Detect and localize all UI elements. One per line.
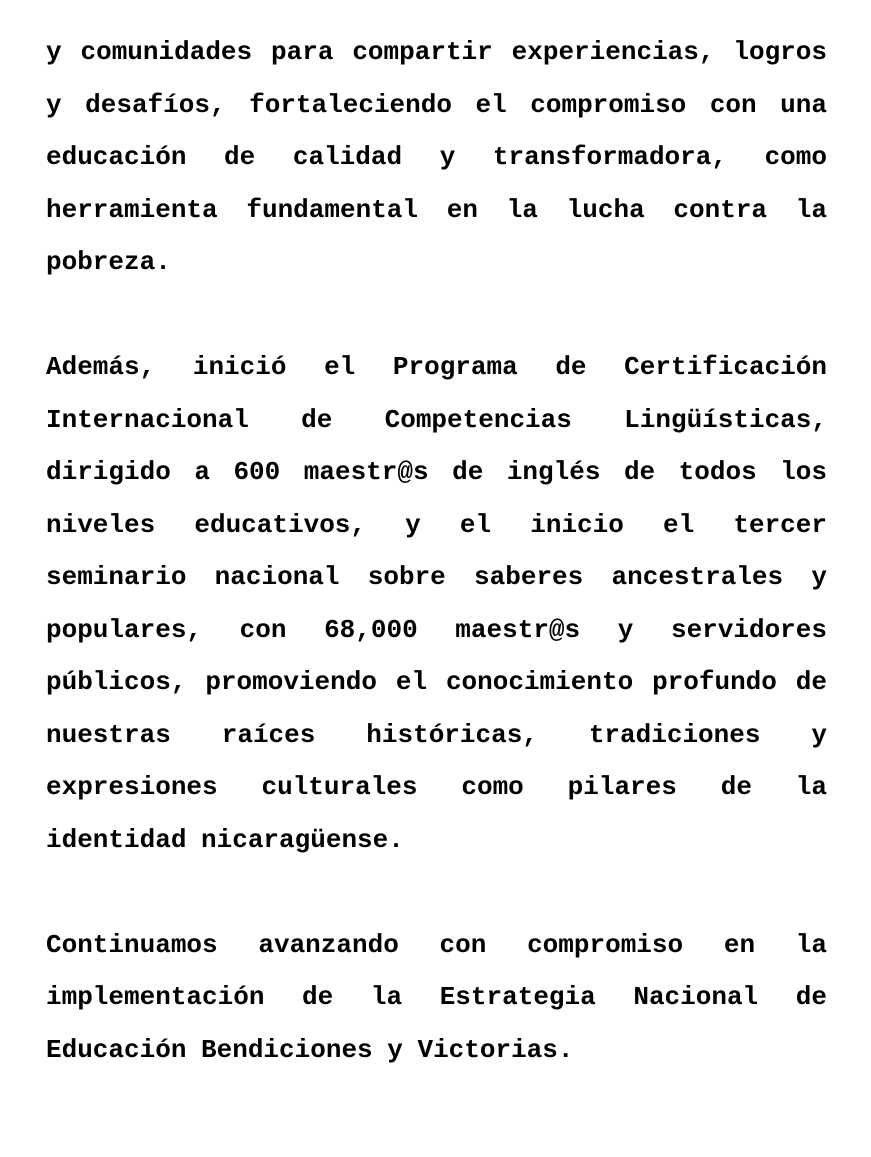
paragraph-spacer bbox=[46, 289, 827, 342]
paragraph-national-strategy: Continuamos avanzando con compromiso en la implementación de la Estrategia Nacional de Educación Bendiciones y Victorias. bbox=[46, 929, 827, 1065]
paragraph-education-commitment: y comunidades para compartir experiencias, logros y desafíos, fortaleciendo el compromiso con una educación de calidad y transformadora, como herramienta fundamental en la lucha contra la pobreza. bbox=[46, 37, 827, 277]
paragraph-certification-program: Además, inició el Programa de Certificación Internacional de Competencias Lingüísticas, dirigido a 600 maestr@s de inglés de todos los niveles educativos, y el inicio el tercer seminario nacional sobre saberes ancestrales y populares, con 68,000 maestr@s y servidores públicos, promoviendo el conocimiento profundo de nuestras raíces históricas, tradiciones y expresiones culturales como pilares de la identidad nicaragüense. bbox=[46, 352, 827, 855]
document-page bbox=[46, 26, 827, 1076]
paragraph-spacer bbox=[46, 866, 827, 919]
